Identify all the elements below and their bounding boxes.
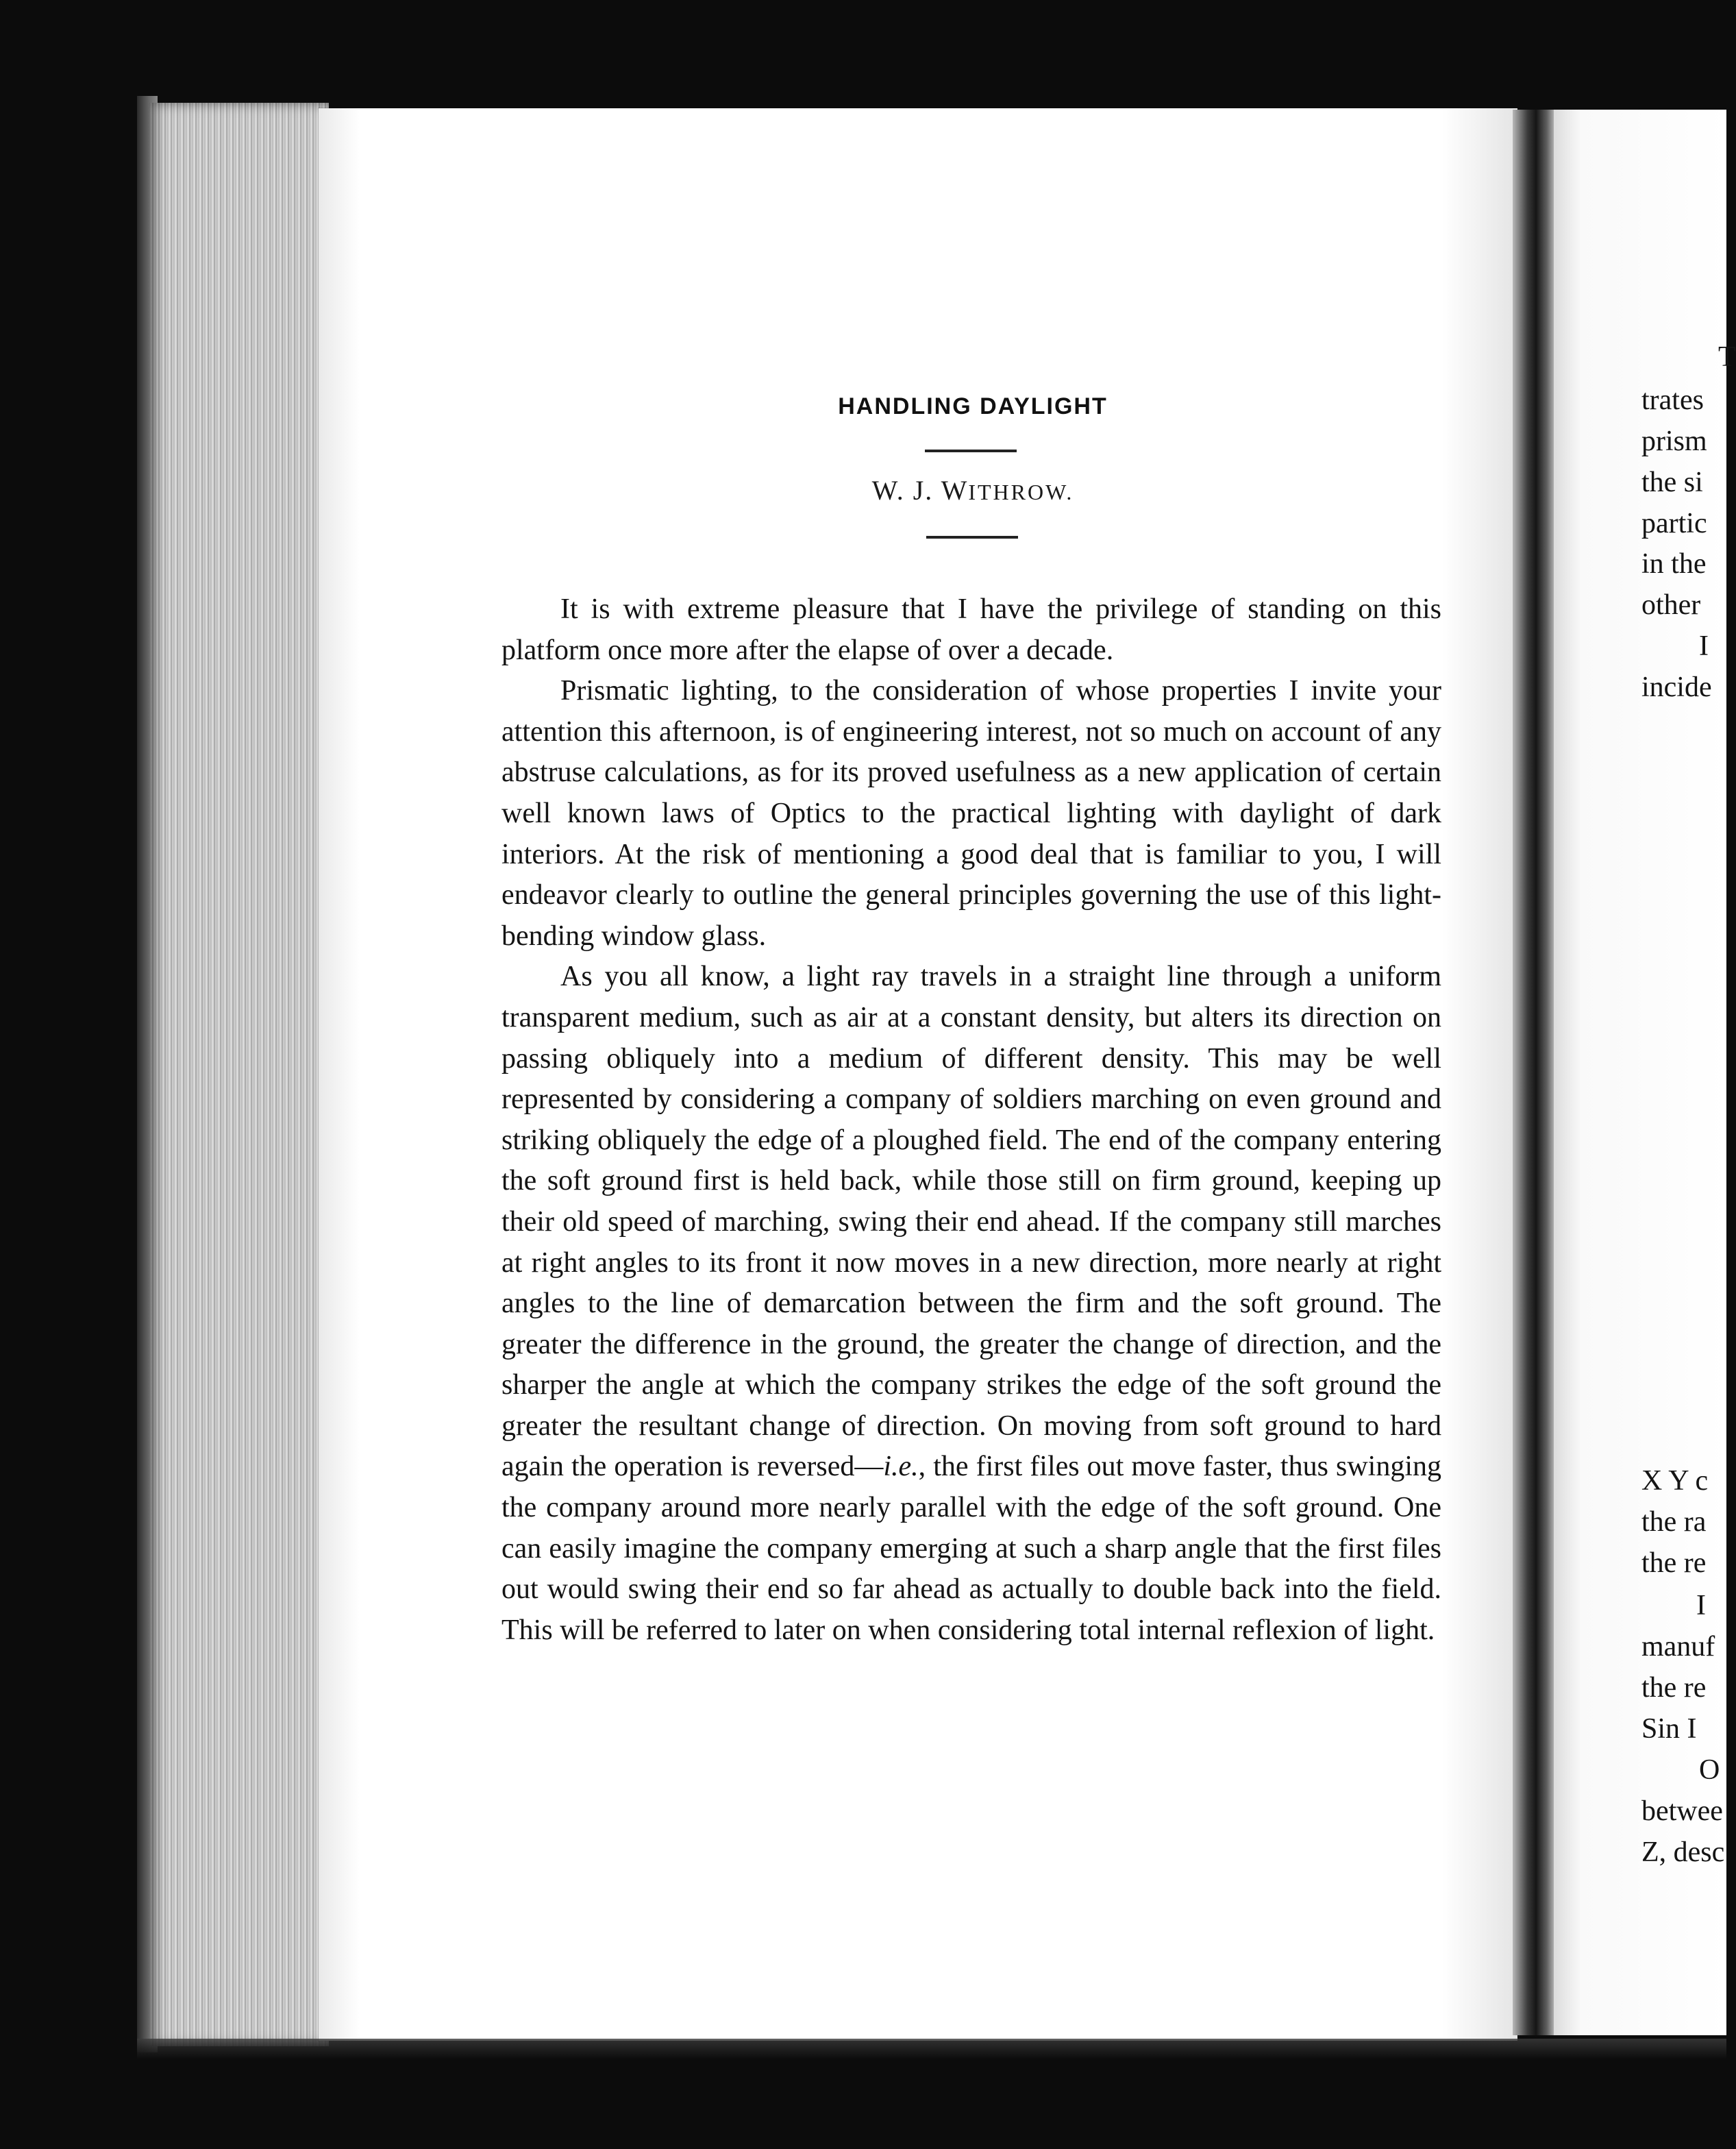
author-surname-smallcaps: ITHROW.	[968, 480, 1074, 504]
page-edges-stack	[149, 103, 329, 2046]
facing-line-top-7: I	[1699, 630, 1709, 662]
facing-line-bottom-3: I	[1696, 1590, 1706, 1621]
facing-line-top-6: other	[1641, 589, 1701, 621]
facing-line-top-1: trates	[1641, 384, 1704, 416]
facing-line-bottom-5: the re	[1641, 1672, 1707, 1704]
facing-page	[1554, 110, 1736, 2035]
paragraph-3	[501, 957, 1441, 1651]
facing-line-top-3: the si	[1641, 467, 1703, 498]
facing-line-top-0: T	[1718, 341, 1736, 373]
paragraph-1: It is with extreme pleasure that I have the privilege of standing on this platform once more after the elapse of over a decade.	[501, 593, 1441, 666]
author-name	[726, 474, 1219, 506]
facing-line-bottom-2: the re	[1641, 1547, 1707, 1579]
facing-line-bottom-8: betwee	[1641, 1795, 1723, 1827]
paragraph-3-italic-ie: i.e.	[883, 1451, 919, 1483]
facing-line-bottom-6: Sin I	[1641, 1713, 1697, 1745]
facing-line-bottom-7: O	[1699, 1754, 1720, 1786]
author-divider	[926, 536, 1018, 539]
paragraph-2: Prismatic lighting, to the consideration of whose properties I invite your attention this afternoon, is of engineering interest, not so much on account of any abstruse calculations, as for its proved usefulness as a new application of certain well known laws of Optics to the practical lighting with daylight of dark interiors. At the risk of mentioning a good deal that is familiar to you, I will endeavor clearly to outline the general principles governing the use of this light-bending window glass.	[501, 675, 1441, 952]
facing-line-bottom-9: Z, desc	[1641, 1837, 1725, 1868]
article-body	[501, 589, 1441, 1651]
title-divider	[925, 450, 1017, 452]
book-gutter	[1513, 110, 1555, 2035]
facing-line-bottom-1: the ra	[1641, 1506, 1707, 1538]
paragraph-3-part-2: , the first files out move faster, thus swinging the company around more nearly parallel with the edge of the soft ground. One can easily imagine the company emerging at such a sharp angle that the first files out would swing their end so far ahead as actually to double back into the field. This will be referred to later on when considering total internal reflexion of light.	[501, 1451, 1441, 1646]
facing-line-top-8: incide	[1641, 672, 1712, 703]
article-title: HANDLING DAYLIGHT	[838, 393, 1108, 419]
facing-line-top-4: partic	[1641, 508, 1707, 539]
facing-line-top-2: prism	[1641, 426, 1707, 457]
book-bottom-shadow	[137, 2039, 1726, 2059]
author-initials: W. J. W	[871, 475, 969, 506]
facing-line-top-5: in the	[1641, 548, 1707, 580]
paragraph-3-part-1: As you all know, a light ray travels in a straight line through a uniform transparent medium, such as air at a constant density, but alters its direction on passing obliquely into a medium of different density. This may be well represented by considering a company of soldiers marching on even ground and striking obliquely the edge of a ploughed field. The end of the company entering the soft ground first is held back, while those still on firm ground, keeping up their old speed of marching, swing their end ahead. If the company still marches at right angles to its front it now moves in a new direction, more nearly at right angles to the line of demarcation between the firm and the soft ground. The greater the difference in the ground, the greater the change of direction, and the sharper the angle at which the company strikes the edge of the soft ground the greater the resultant change of direction. On moving from soft ground to hard again the operation is reversed—	[501, 961, 1441, 1483]
facing-line-bottom-4: manuf	[1641, 1631, 1715, 1662]
facing-line-bottom-0: X Y c	[1641, 1465, 1709, 1497]
